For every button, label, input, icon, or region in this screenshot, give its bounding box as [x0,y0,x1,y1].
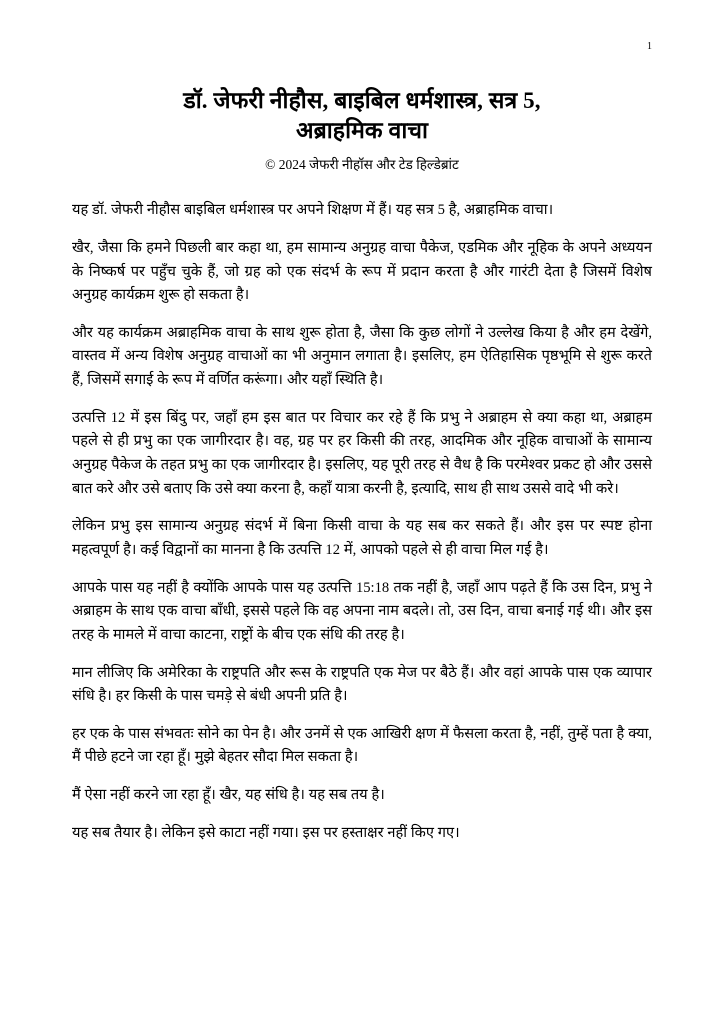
page-number: 1 [647,41,652,52]
paragraph: आपके पास यह नहीं है क्योंकि आपके पास यह उत्पत्ति 15:18 तक नहीं है, जहाँ आप पढ़ते हैं कि उस दिन, प्रभु ने अब्राहम के साथ एक वाचा बाँधी, इससे पहले कि वह अपना नाम बदले। तो, उस दिन, वाचा बनाई गई थी। और इस तरह के मामले में वाचा काटना, राष्ट्रों के बीच एक संधि की तरह है। [72,579,652,643]
paragraph: लेकिन प्रभु इस सामान्य अनुग्रह संदर्भ में बिना किसी वाचा के यह सब कर सकते हैं। और इस पर स्पष्ट होना महत्वपूर्ण है। कई विद्वानों का मानना है कि उत्पत्ति 12 में, आपको पहले से ही वाचा मिल गई है। [72,518,652,558]
copyright-line: © 2024 जेफरी नीहॉस और टेड हिल्डेब्रांट [265,156,459,172]
paragraph: यह डॉ. जेफरी नीहौस बाइबिल धर्मशास्त्र पर अपने शिक्षण में हैं। यह सत्र 5 है, अब्राहमिक वाचा। [72,202,554,219]
document-body [72,199,652,845]
paragraph: और यह कार्यक्रम अब्राहमिक वाचा के साथ शुरू होता है, जैसा कि कुछ लोगों ने उल्लेख किया है और हम देखेंगे, वास्तव में अन्य विशेष अनुग्रह वाचाओं का भी अनुमान लगाता है। इसलिए, हम ऐतिहासिक पृष्ठभूमि से शुरू करते हैं, जिसमें सगाई के रूप में वर्णित करूंगा। और यहाँ स्थिति है। [72,324,652,389]
paragraph: खैर, जैसा कि हमने पिछली बार कहा था, हम सामान्य अनुग्रह वाचा पैकेज, एडमिक और नूहिक के अपने अध्ययन के निष्कर्ष पर पहुँच चुके हैं, जो ग्रह को एक संदर्भ के रूप में प्रदान करता है और गारंटी देता है जिसमें विशेष अनुग्रह कार्यक्रम शुरू हो सकता है। [72,239,652,304]
paragraph: मान लीजिए कि अमेरिका के राष्ट्रपति और रूस के राष्ट्रपति एक मेज पर बैठे हैं। और वहां आपके पास एक व्यापार संधि है। हर किसी के पास चमड़े से बंधी अपनी प्रति है। [72,664,652,705]
paragraph: हर एक के पास संभवतः सोने का पेन है। और उनमें से एक आखिरी क्षण में फैसला करता है, नहीं, तुम्हें पता है क्या, मैं पीछे हटने जा रहा हूँ। मुझे बेहतर सौदा मिल सकता है। [72,725,652,766]
paragraph: यह सब तैयार है। लेकिन इसे काटा नहीं गया। इस पर हस्ताक्षर नहीं किए गए। [72,824,460,841]
title-line-1: डॉ. जेफरी नीहौस, बाइबिल धर्मशास्त्र, सत्र 5, [183,88,541,113]
title-line-2: अब्राहमिक वाचा [295,118,429,144]
paragraph: उत्पत्ति 12 में इस बिंदु पर, जहाँ हम इस बात पर विचार कर रहे हैं कि प्रभु ने अब्राहम से क्या कहा था, अब्राहम पहले से ही प्रभु का एक जागीरदार है। वह, ग्रह पर हर किसी की तरह, आदमिक और नूहिक वाचाओं के सामान्य अनुग्रह पैकेज के तहत प्रभु का एक जागीरदार है। इसलिए, यह पूरी तरह से वैध है कि परमेश्वर प्रकट हो और उससे बात करे और उसे बताए कि उसे क्या करना है, कहाँ यात्रा करनी है, इत्यादि, साथ ही साथ उससे वादे भी करे। [72,409,652,497]
page-title [72,86,652,147]
paragraph: मैं ऐसा नहीं करने जा रहा हूँ। खैर, यह संधि है। यह सब तय है। [72,787,385,804]
